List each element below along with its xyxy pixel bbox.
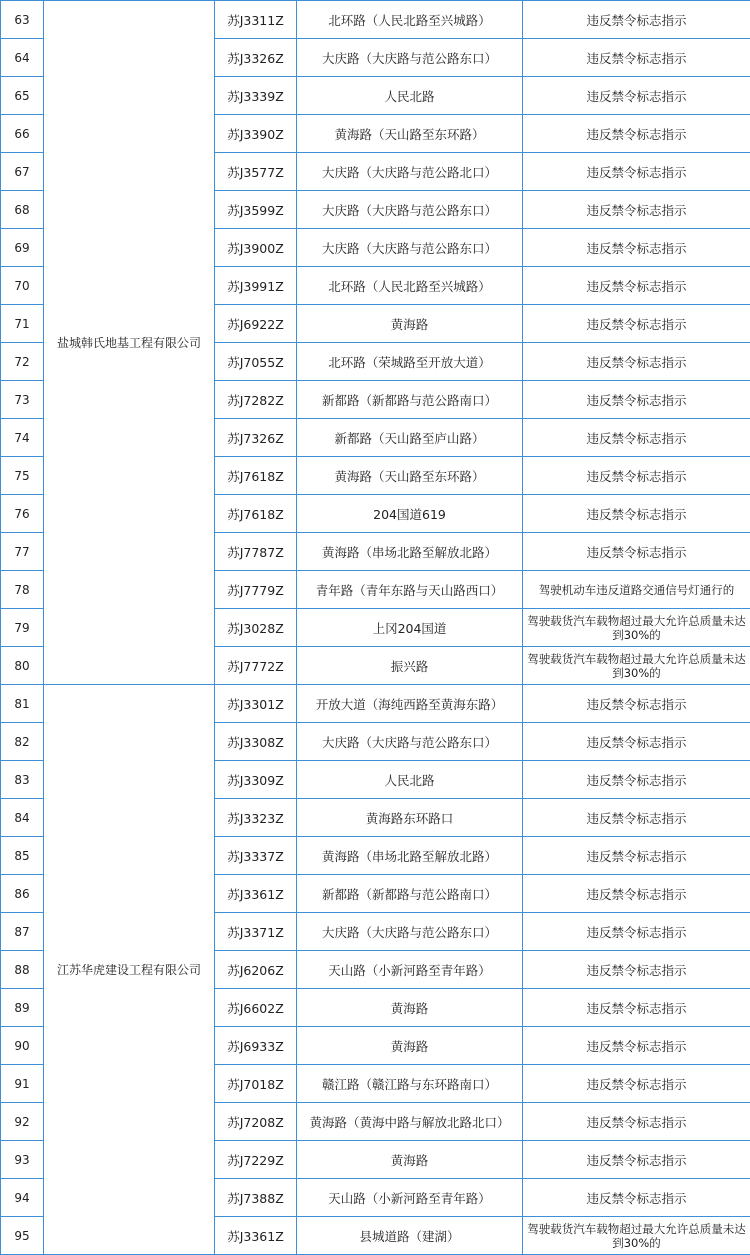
plate-number: 苏J7018Z: [215, 1065, 297, 1103]
plate-number: 苏J3371Z: [215, 913, 297, 951]
row-number: 82: [1, 723, 44, 761]
violation-type: 违反禁令标志指示: [523, 533, 750, 571]
road-location: 人民北路: [297, 761, 523, 799]
road-location: 天山路（小新河路至青年路）: [297, 1179, 523, 1217]
row-number: 90: [1, 1027, 44, 1065]
row-number: 94: [1, 1179, 44, 1217]
road-location: 天山路（小新河路至青年路）: [297, 951, 523, 989]
row-number: 83: [1, 761, 44, 799]
violation-type: 驾驶载货汽车载物超过最大允许总质量未达到30%的: [523, 609, 750, 647]
plate-number: 苏J3991Z: [215, 267, 297, 305]
row-number: 64: [1, 39, 44, 77]
row-number: 71: [1, 305, 44, 343]
road-location: 黄海路: [297, 1027, 523, 1065]
road-location: 黄海路: [297, 989, 523, 1027]
row-number: 78: [1, 571, 44, 609]
violation-type: 违反禁令标志指示: [523, 495, 750, 533]
road-location: 黄海路: [297, 305, 523, 343]
row-number: 79: [1, 609, 44, 647]
violation-type: 违反禁令标志指示: [523, 153, 750, 191]
plate-number: 苏J7618Z: [215, 495, 297, 533]
plate-number: 苏J6922Z: [215, 305, 297, 343]
row-number: 68: [1, 191, 44, 229]
road-location: 大庆路（大庆路与范公路东口）: [297, 229, 523, 267]
row-number: 65: [1, 77, 44, 115]
violation-type: 驾驶载货汽车载物超过最大允许总质量未达到30%的: [523, 1217, 750, 1255]
road-location: 黄海路（串场北路至解放北路）: [297, 533, 523, 571]
road-location: 黄海路（天山路至东环路）: [297, 115, 523, 153]
row-number: 92: [1, 1103, 44, 1141]
road-location: 北环路（人民北路至兴城路）: [297, 1, 523, 39]
row-number: 95: [1, 1217, 44, 1255]
row-number: 84: [1, 799, 44, 837]
road-location: 大庆路（大庆路与范公路东口）: [297, 39, 523, 77]
plate-number: 苏J3309Z: [215, 761, 297, 799]
plate-number: 苏J7208Z: [215, 1103, 297, 1141]
violation-type: 违反禁令标志指示: [523, 1027, 750, 1065]
road-location: 大庆路（大庆路与范公路东口）: [297, 723, 523, 761]
road-location: 新都路（新都路与范公路南口）: [297, 875, 523, 913]
violation-type: 违反禁令标志指示: [523, 229, 750, 267]
plate-number: 苏J7326Z: [215, 419, 297, 457]
road-location: 204国道619: [297, 495, 523, 533]
plate-number: 苏J3308Z: [215, 723, 297, 761]
row-number: 89: [1, 989, 44, 1027]
row-number: 85: [1, 837, 44, 875]
violation-type: 违反禁令标志指示: [523, 837, 750, 875]
violation-type: 驾驶载货汽车载物超过最大允许总质量未达到30%的: [523, 647, 750, 685]
violation-type: 违反禁令标志指示: [523, 723, 750, 761]
plate-number: 苏J3577Z: [215, 153, 297, 191]
plate-number: 苏J3028Z: [215, 609, 297, 647]
violation-type: 违反禁令标志指示: [523, 1179, 750, 1217]
road-location: 黄海路（黄海中路与解放北路北口）: [297, 1103, 523, 1141]
violation-type: 违反禁令标志指示: [523, 799, 750, 837]
row-number: 72: [1, 343, 44, 381]
row-number: 80: [1, 647, 44, 685]
plate-number: 苏J7787Z: [215, 533, 297, 571]
plate-number: 苏J7282Z: [215, 381, 297, 419]
company-name: 江苏华虎建设工程有限公司: [44, 685, 215, 1255]
violation-type: 违反禁令标志指示: [523, 457, 750, 495]
road-location: 赣江路（赣江路与东环路南口）: [297, 1065, 523, 1103]
violation-type: 违反禁令标志指示: [523, 875, 750, 913]
plate-number: 苏J3337Z: [215, 837, 297, 875]
table-row: [1, 685, 750, 723]
plate-number: 苏J3900Z: [215, 229, 297, 267]
row-number: 87: [1, 913, 44, 951]
row-number: 88: [1, 951, 44, 989]
row-number: 93: [1, 1141, 44, 1179]
plate-number: 苏J3311Z: [215, 1, 297, 39]
violation-table-body: [1, 1, 750, 1255]
plate-number: 苏J3361Z: [215, 875, 297, 913]
road-location: 北环路（人民北路至兴城路）: [297, 267, 523, 305]
violation-type: 违反禁令标志指示: [523, 761, 750, 799]
plate-number: 苏J7618Z: [215, 457, 297, 495]
plate-number: 苏J3301Z: [215, 685, 297, 723]
road-location: 黄海路东环路口: [297, 799, 523, 837]
violation-type: 违反禁令标志指示: [523, 191, 750, 229]
violation-type: 违反禁令标志指示: [523, 267, 750, 305]
road-location: 大庆路（大庆路与范公路东口）: [297, 191, 523, 229]
row-number: 91: [1, 1065, 44, 1103]
plate-number: 苏J7388Z: [215, 1179, 297, 1217]
violation-type: 违反禁令标志指示: [523, 419, 750, 457]
road-location: 开放大道（海纯西路至黄海东路）: [297, 685, 523, 723]
road-location: 大庆路（大庆路与范公路东口）: [297, 913, 523, 951]
row-number: 70: [1, 267, 44, 305]
row-number: 77: [1, 533, 44, 571]
violation-type: 违反禁令标志指示: [523, 343, 750, 381]
row-number: 67: [1, 153, 44, 191]
plate-number: 苏J7779Z: [215, 571, 297, 609]
road-location: 新都路（新都路与范公路南口）: [297, 381, 523, 419]
violation-type: 违反禁令标志指示: [523, 115, 750, 153]
row-number: 81: [1, 685, 44, 723]
road-location: 大庆路（大庆路与范公路北口）: [297, 153, 523, 191]
road-location: 县城道路（建湖）: [297, 1217, 523, 1255]
road-location: 黄海路（天山路至东环路）: [297, 457, 523, 495]
violation-type: 违反禁令标志指示: [523, 305, 750, 343]
row-number: 73: [1, 381, 44, 419]
plate-number: 苏J7055Z: [215, 343, 297, 381]
row-number: 74: [1, 419, 44, 457]
violation-type: 违反禁令标志指示: [523, 951, 750, 989]
plate-number: 苏J3323Z: [215, 799, 297, 837]
violation-type: 违反禁令标志指示: [523, 1065, 750, 1103]
plate-number: 苏J3390Z: [215, 115, 297, 153]
violation-type: 违反禁令标志指示: [523, 989, 750, 1027]
violation-type: 违反禁令标志指示: [523, 39, 750, 77]
plate-number: 苏J3326Z: [215, 39, 297, 77]
road-location: 北环路（荣城路至开放大道）: [297, 343, 523, 381]
plate-number: 苏J7772Z: [215, 647, 297, 685]
plate-number: 苏J3599Z: [215, 191, 297, 229]
plate-number: 苏J6933Z: [215, 1027, 297, 1065]
violation-type: 违反禁令标志指示: [523, 685, 750, 723]
row-number: 76: [1, 495, 44, 533]
violation-type: 违反禁令标志指示: [523, 1, 750, 39]
company-name: 盐城韩氏地基工程有限公司: [44, 1, 215, 685]
violation-type: 违反禁令标志指示: [523, 381, 750, 419]
violation-type: 违反禁令标志指示: [523, 913, 750, 951]
violation-type: 违反禁令标志指示: [523, 1141, 750, 1179]
road-location: 振兴路: [297, 647, 523, 685]
road-location: 人民北路: [297, 77, 523, 115]
violation-type: 违反禁令标志指示: [523, 77, 750, 115]
violation-type: 违反禁令标志指示: [523, 1103, 750, 1141]
row-number: 75: [1, 457, 44, 495]
plate-number: 苏J3361Z: [215, 1217, 297, 1255]
row-number: 66: [1, 115, 44, 153]
road-location: 黄海路: [297, 1141, 523, 1179]
road-location: 黄海路（串场北路至解放北路）: [297, 837, 523, 875]
row-number: 86: [1, 875, 44, 913]
violation-type: 驾驶机动车违反道路交通信号灯通行的: [523, 571, 750, 609]
row-number: 69: [1, 229, 44, 267]
plate-number: 苏J3339Z: [215, 77, 297, 115]
plate-number: 苏J6602Z: [215, 989, 297, 1027]
road-location: 青年路（青年东路与天山路西口）: [297, 571, 523, 609]
road-location: 上冈204国道: [297, 609, 523, 647]
row-number: 63: [1, 1, 44, 39]
road-location: 新都路（天山路至庐山路）: [297, 419, 523, 457]
plate-number: 苏J6206Z: [215, 951, 297, 989]
plate-number: 苏J7229Z: [215, 1141, 297, 1179]
table-row: [1, 1, 750, 39]
